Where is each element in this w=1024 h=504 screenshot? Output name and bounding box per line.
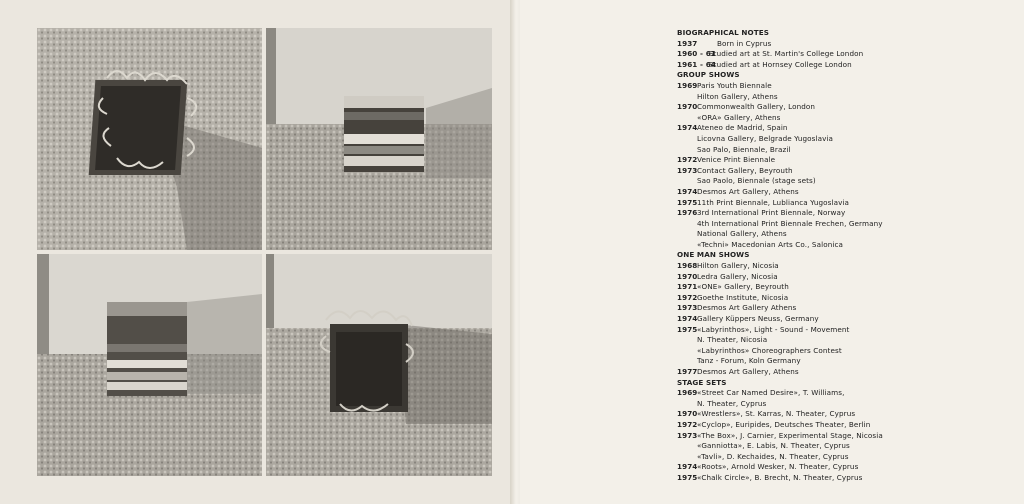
entry: «Cyclop», Euripides, Deutsches Theater, Berlin xyxy=(697,419,871,429)
year: 1973 xyxy=(677,430,698,440)
entry: Commonwealth Gallery, London xyxy=(697,102,816,112)
year xyxy=(677,145,697,156)
year xyxy=(677,134,697,145)
list-item xyxy=(677,198,1017,209)
entry: «Techni» Macedonian Arts Co., Salonica xyxy=(697,239,844,249)
bio-text: Born in Cyprus xyxy=(717,38,772,48)
list-item xyxy=(677,293,1017,304)
year: 1975 xyxy=(677,324,698,334)
entry: Desmos Art Gallery Athens xyxy=(697,303,797,313)
year: 1975 xyxy=(677,197,698,207)
year xyxy=(677,229,697,240)
year: 1972 xyxy=(677,292,698,302)
entry: Hilton Gallery, Athens xyxy=(697,91,778,101)
year: 1973 xyxy=(677,165,698,175)
year: 1974 xyxy=(677,462,698,472)
list-item xyxy=(677,346,1017,357)
entry: National Gallery, Athens xyxy=(697,229,787,239)
list-item xyxy=(677,272,1017,283)
entry: Licovna Gallery, Belgrade Yugoslavia xyxy=(697,133,834,143)
year xyxy=(677,219,697,230)
entry: «Street Car Named Desire», T. Williams, xyxy=(697,388,845,398)
entry: Ledra Gallery, Nicosia xyxy=(697,271,778,281)
year xyxy=(677,399,697,410)
year: 1968 xyxy=(677,261,698,271)
year xyxy=(677,335,697,346)
entry: «Roots», Arnold Wesker, N. Theater, Cyprus xyxy=(697,462,859,472)
year xyxy=(677,240,697,251)
list-item xyxy=(677,123,1017,134)
list-item xyxy=(677,219,1017,230)
biographical-notes xyxy=(677,28,1017,484)
heading-group-shows: GROUP SHOWS xyxy=(677,70,740,80)
list-item xyxy=(677,388,1017,399)
bio-text: Studied art at St. Martin's College London xyxy=(709,49,864,59)
entry: 11th Print Biennale, Lublianca Yugoslavia xyxy=(697,197,850,207)
year: 1976 xyxy=(677,208,698,218)
list-item xyxy=(677,409,1017,420)
list-item xyxy=(677,399,1017,410)
list-item xyxy=(677,166,1017,177)
bio-year: 1960 - 61 xyxy=(677,49,716,59)
entry: «Chalk Circle», B. Brecht, N. Theater, Cyprus xyxy=(697,472,863,482)
entry: Desmos Art Gallery, Athens xyxy=(697,367,799,376)
list-item xyxy=(677,420,1017,431)
list-item xyxy=(677,261,1017,272)
entry: «ONE» Gallery, Beyrouth xyxy=(697,282,789,292)
year: 1970 xyxy=(677,409,698,419)
entry: Goethe Institute, Nicosia xyxy=(697,292,789,302)
year: 1970 xyxy=(677,102,698,112)
list-item xyxy=(677,113,1017,124)
list-item xyxy=(677,155,1017,166)
year xyxy=(677,346,697,357)
list-item xyxy=(677,81,1017,92)
list-item xyxy=(677,176,1017,187)
list-item xyxy=(677,452,1017,463)
entry: Tanz - Forum, Koln Germany xyxy=(697,356,801,366)
list-item xyxy=(677,229,1017,240)
year: 1972 xyxy=(677,155,698,165)
entry: Ateneo de Madrid, Spain xyxy=(697,123,788,133)
year: 1974 xyxy=(677,186,698,196)
heading-stage-sets: STAGE SETS xyxy=(677,377,727,387)
entry: «Tavli», D. Kechaides, N. Theater, Cyprus xyxy=(697,451,849,461)
year xyxy=(677,92,697,103)
year xyxy=(677,113,697,124)
list-item xyxy=(677,145,1017,156)
bio-row xyxy=(677,60,1017,71)
heading-biographical-notes: BIOGRAPHICAL NOTES xyxy=(677,28,770,37)
year xyxy=(677,356,697,367)
entry: Paris Youth Biennale xyxy=(697,80,772,90)
year: 1970 xyxy=(677,271,698,281)
entry: Contact Gallery, Beyrouth xyxy=(697,165,793,175)
entry: «Labyrinthos» Choreographers Contest xyxy=(697,345,842,355)
photo-yarn-box-bottom-right xyxy=(266,254,492,476)
bio-year: 1961 - 64 xyxy=(677,59,716,69)
entry: 4th International Print Biennale Frechen, Germany xyxy=(697,218,883,228)
year: 1974 xyxy=(677,123,698,133)
entry: «ORA» Gallery, Athens xyxy=(697,112,781,122)
year xyxy=(677,441,697,452)
list-item xyxy=(677,473,1017,484)
photo-yarn-box-top-left xyxy=(37,28,262,250)
year: 1977 xyxy=(677,367,698,376)
list-item xyxy=(677,187,1017,198)
list-item xyxy=(677,208,1017,219)
entry: «Wrestlers», St. Karras, N. Theater, Cyprus xyxy=(697,409,856,419)
bio-text: Studied art at Hornsey College London xyxy=(709,59,852,69)
page-gutter xyxy=(510,0,520,504)
year xyxy=(677,176,697,187)
year: 1974 xyxy=(677,314,698,324)
year: 1972 xyxy=(677,419,698,429)
list-item xyxy=(677,431,1017,442)
entry: Hilton Gallery, Nicosia xyxy=(697,261,779,271)
bio-row xyxy=(677,39,1017,50)
photo-striped-box-top-right xyxy=(266,28,492,250)
list-item xyxy=(677,303,1017,314)
entry: «The Box», J. Carnier, Experimental Stage, Nicosia xyxy=(697,430,883,440)
entry: 3rd International Print Biennale, Norway xyxy=(697,208,846,218)
entry: «Labyrinthos», Light - Sound - Movement xyxy=(697,324,850,334)
list-item xyxy=(677,356,1017,367)
list-item xyxy=(677,367,1017,378)
photo-striped-box-bottom-left xyxy=(37,254,262,476)
entry: Gallery Küppers Neuss, Germany xyxy=(697,314,819,324)
list-item xyxy=(677,134,1017,145)
entry: Sao Palo, Biennale, Brazil xyxy=(697,144,791,154)
year: 1975 xyxy=(677,472,698,482)
entry: Venice Print Biennale xyxy=(697,155,776,165)
year: 1969 xyxy=(677,388,698,398)
year xyxy=(677,452,697,463)
entry: Desmos Art Gallery, Athens xyxy=(697,186,799,196)
list-item xyxy=(677,240,1017,251)
entry: «Ganniotta», E. Labis, N. Theater, Cyprus xyxy=(697,441,850,451)
entry: N. Theater, Cyprus xyxy=(697,398,767,408)
list-item xyxy=(677,462,1017,473)
list-item xyxy=(677,441,1017,452)
year: 1971 xyxy=(677,282,698,292)
bio-year: 1937 xyxy=(677,38,698,48)
list-item xyxy=(677,314,1017,325)
year: 1973 xyxy=(677,303,698,313)
entry: N. Theater, Nicosia xyxy=(697,335,768,345)
year: 1969 xyxy=(677,80,698,90)
list-item xyxy=(677,282,1017,293)
entry: Sao Paolo, Biennale (stage sets) xyxy=(697,176,816,186)
list-item xyxy=(677,92,1017,103)
list-item xyxy=(677,335,1017,346)
list-item xyxy=(677,325,1017,336)
heading-one-man-shows: ONE MAN SHOWS xyxy=(677,250,750,260)
bio-row xyxy=(677,49,1017,60)
list-item xyxy=(677,102,1017,113)
